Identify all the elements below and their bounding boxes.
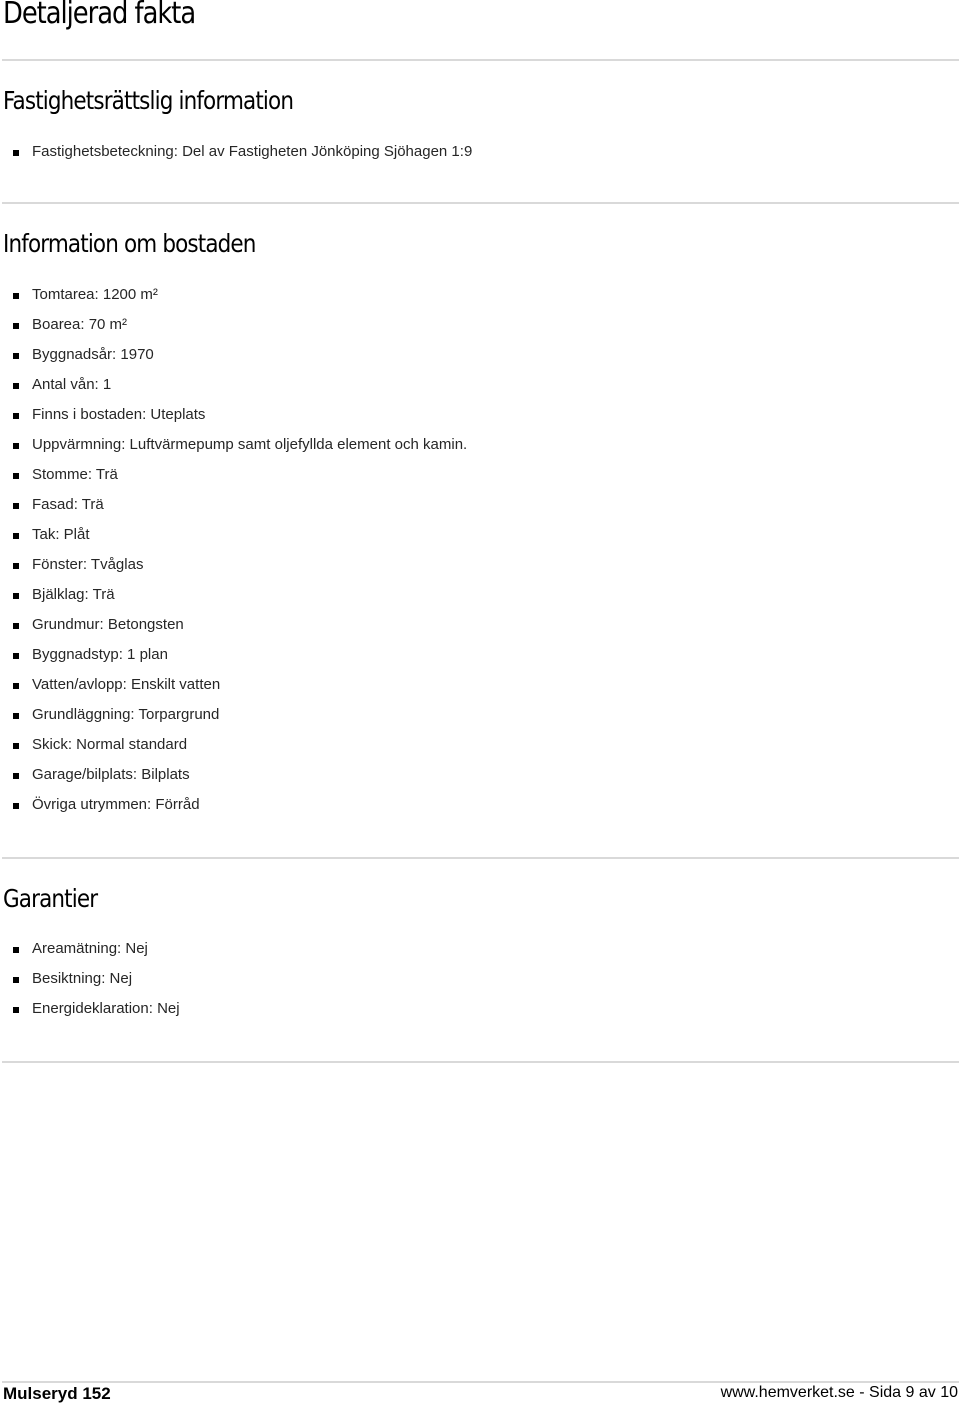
square-bullet-icon <box>13 743 19 749</box>
footer-page-info: www.hemverket.se - Sida 9 av 10 <box>720 1384 958 1401</box>
square-bullet-icon <box>13 713 19 719</box>
list-item: Byggnadsår: 1970 <box>0 340 467 370</box>
square-bullet-icon <box>13 533 19 539</box>
square-bullet-icon <box>13 323 19 329</box>
square-bullet-icon <box>13 803 19 809</box>
square-bullet-icon <box>13 653 19 659</box>
list-item: Energideklaration: Nej <box>0 994 180 1024</box>
list-item: Fasad: Trä <box>0 490 467 520</box>
square-bullet-icon <box>13 1007 19 1013</box>
section-heading-property-info: Fastighetsrättslig information <box>3 86 294 115</box>
list-item: Bjälklag: Trä <box>0 580 467 610</box>
square-bullet-icon <box>13 947 19 953</box>
list-item: Boarea: 70 m² <box>0 310 467 340</box>
square-bullet-icon <box>13 473 19 479</box>
list-item: Grundmur: Betongsten <box>0 610 467 640</box>
square-bullet-icon <box>13 563 19 569</box>
square-bullet-icon <box>13 593 19 599</box>
square-bullet-icon <box>13 503 19 509</box>
section-divider <box>2 202 959 204</box>
list-item: Fastighetsbeteckning: Del av Fastigheten Jönköping Sjöhagen 1:9 <box>0 137 472 167</box>
square-bullet-icon <box>13 773 19 779</box>
list-item: Fönster: Tvåglas <box>0 550 467 580</box>
footer-property-name: Mulseryd 152 <box>3 1384 111 1403</box>
list-item: Tak: Plåt <box>0 520 467 550</box>
housing-info-list <box>0 280 467 820</box>
section-divider <box>2 857 959 859</box>
list-item: Uppvärmning: Luftvärmepump samt oljefyllda element och kamin. <box>0 430 467 460</box>
list-item: Byggnadstyp: 1 plan <box>0 640 467 670</box>
property-info-list <box>0 137 472 167</box>
list-item: Övriga utrymmen: Förråd <box>0 790 467 820</box>
section-divider <box>2 1061 959 1063</box>
square-bullet-icon <box>13 683 19 689</box>
square-bullet-icon <box>13 353 19 359</box>
list-item: Tomtarea: 1200 m² <box>0 280 467 310</box>
square-bullet-icon <box>13 293 19 299</box>
list-item: Vatten/avlopp: Enskilt vatten <box>0 670 467 700</box>
list-item: Besiktning: Nej <box>0 964 180 994</box>
footer-divider <box>2 1381 959 1383</box>
list-item: Antal vån: 1 <box>0 370 467 400</box>
guarantees-list <box>0 934 180 1024</box>
square-bullet-icon <box>13 443 19 449</box>
section-divider <box>2 59 959 61</box>
list-item: Areamätning: Nej <box>0 934 180 964</box>
list-item: Stomme: Trä <box>0 460 467 490</box>
list-item: Garage/bilplats: Bilplats <box>0 760 467 790</box>
square-bullet-icon <box>13 413 19 419</box>
section-heading-housing-info: Information om bostaden <box>3 229 256 258</box>
square-bullet-icon <box>13 623 19 629</box>
square-bullet-icon <box>13 977 19 983</box>
square-bullet-icon <box>13 150 19 156</box>
list-item: Finns i bostaden: Uteplats <box>0 400 467 430</box>
square-bullet-icon <box>13 383 19 389</box>
section-heading-guarantees: Garantier <box>3 884 98 913</box>
page-title: Detaljerad fakta <box>3 0 196 31</box>
list-item: Grundläggning: Torpargrund <box>0 700 467 730</box>
list-item: Skick: Normal standard <box>0 730 467 760</box>
